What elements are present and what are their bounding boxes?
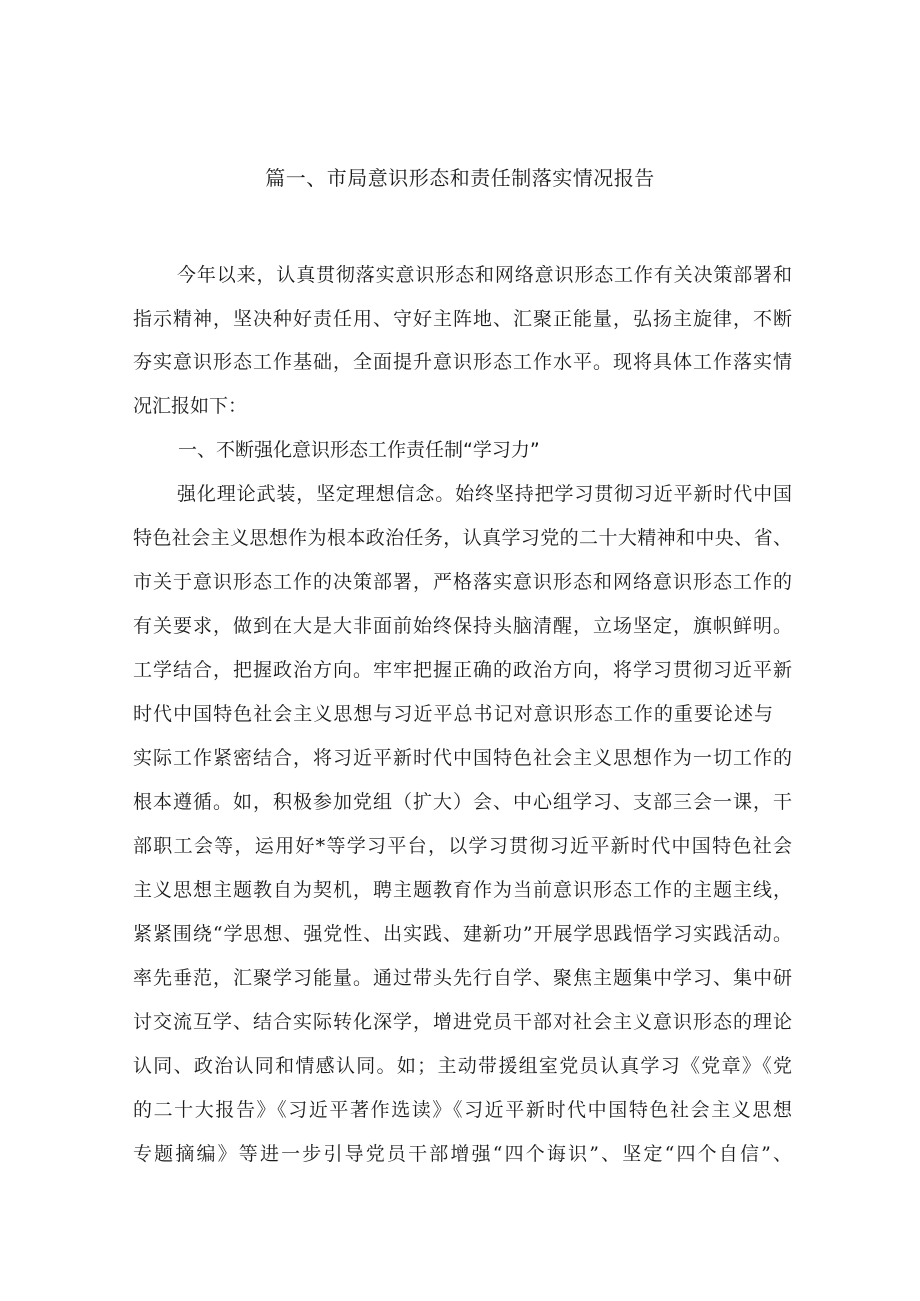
body-line: 实际工作紧密结合，将习近平新时代中国特色社会主义思想作为一切工作的 (133, 747, 792, 769)
section-heading: 一、不断强化意识形态工作责任制“学习力” (178, 439, 540, 461)
body-line: 讨交流互学、结合实际转化深学，增进党员干部对社会主义意识形态的理论 (133, 1011, 792, 1033)
body-line: 主义思想主题教自为契机，聘主题教育作为当前意识形态工作的主题主线， (133, 879, 792, 901)
body-line: 认同、政治认同和情感认同。如；主动带援组室党员认真学习《党章》《党 (133, 1055, 792, 1077)
body-line: 有关要求，做到在大是大非面前始终保持头脑清醒，立场坚定，旗帜鲜明。 (133, 615, 792, 637)
body-line: 时代中国特色社会主义思想与习近平总书记对意识形态工作的重要论述与 (133, 703, 773, 725)
intro-line: 今年以来，认真贯彻落实意识形态和网络意识形态工作有关决策部署和 (177, 264, 792, 286)
body-line: 专题摘编》等进一步引导党员干部增强“四个诲识”、坚定“四个自信”、 (133, 1143, 792, 1165)
intro-line: 况汇报如下： (133, 395, 248, 417)
body-line: 特色社会主义思想作为根本政治任务，认真学习党的二十大精神和中央、省、 (133, 527, 792, 549)
page-title: 篇一、市局意识形态和责任制落实情况报告 (265, 166, 655, 190)
body-line: 的二十大报告》《习近平著作选读》《习近平新时代中国特色社会主义思想 (133, 1099, 792, 1121)
body-line: 紧紧围绕“学思想、强党性、出实践、建新功”开展学思践悟学习实践活动。 (133, 923, 792, 945)
intro-line: 指示精神，坚决种好责任用、守好主阵地、汇聚正能量，弘扬主旋律，不断 (133, 308, 792, 330)
body-line: 根本遵循。如，积极参加党组（扩大）会、中心组学习、支部三会一课，干 (133, 791, 792, 813)
intro-line: 夯实意识形态工作基础，全面提升意识形态工作水平。现将具体工作落实情 (133, 351, 792, 373)
body-line: 工学结合，把握政治方向。牢牢把握正确的政治方向，将学习贯彻习近平新 (133, 659, 792, 681)
body-line: 率先垂范，汇聚学习能量。通过带头先行自学、聚焦主题集中学习、集中研 (133, 967, 792, 989)
body-line: 强化理论武装，坚定理想信念。始终坚持把学习贯彻习近平新时代中国 (177, 483, 792, 505)
body-line: 部职工会等，运用好*等学习平台，以学习贯彻习近平新时代中国特色社会 (133, 835, 792, 857)
body-line: 市关于意识形态工作的决策部署，严格落实意识形态和网络意识形态工作的 (133, 571, 792, 593)
